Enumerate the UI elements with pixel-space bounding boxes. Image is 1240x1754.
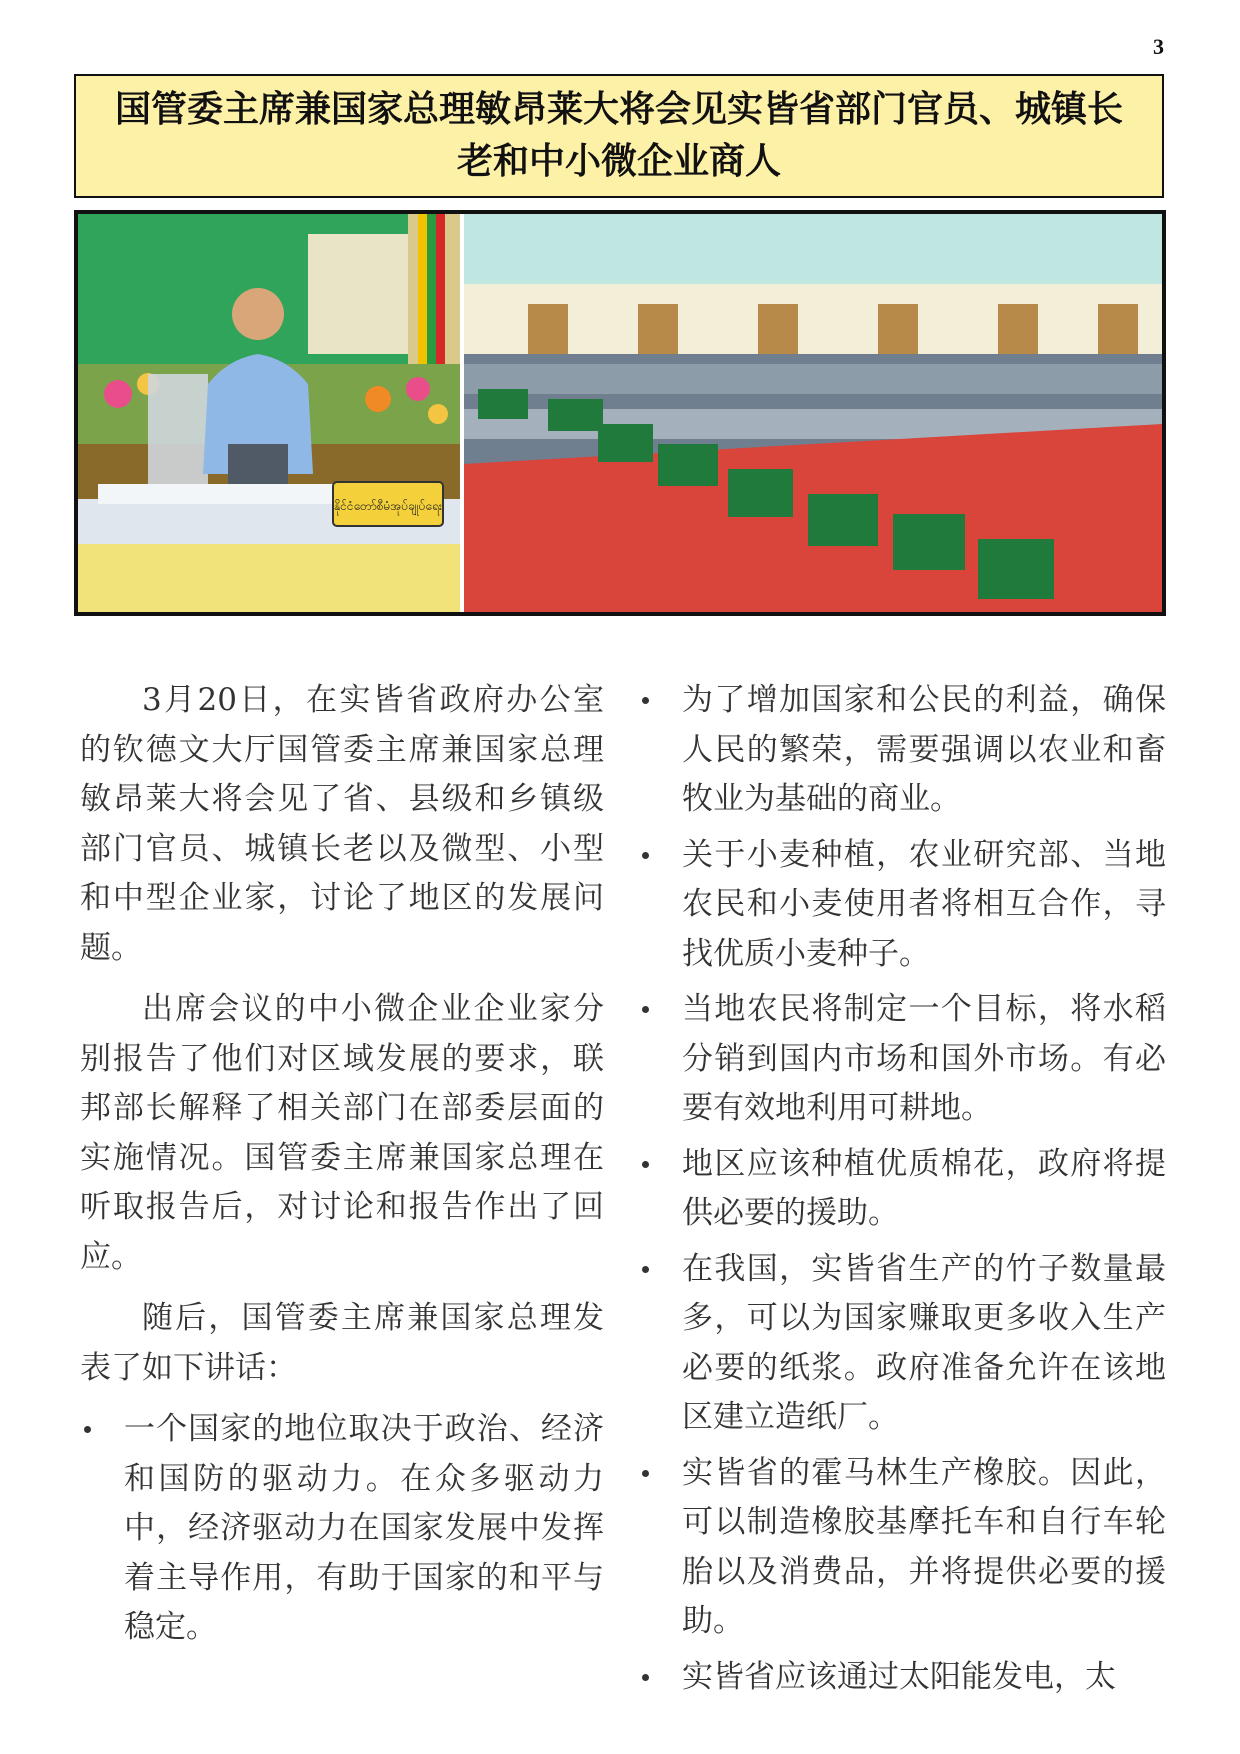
article-column-right	[638, 676, 1166, 1708]
audience-photo	[464, 214, 1162, 612]
speech-point	[80, 1405, 604, 1653]
speech-point	[638, 985, 1166, 1134]
bullet-icon	[642, 852, 649, 859]
article-column-left	[80, 676, 604, 1659]
speech-point-text: 在我国，实皆省生产的竹子数量最多，可以为国家赚取更多收入生产必要的纸浆。政府准备允许在该地区建立造纸厂。	[682, 1250, 1166, 1435]
speech-point-text: 当地农民将制定一个目标，将水稻分销到国内市场和国外市场。有必要有效地利用可耕地。	[682, 991, 1166, 1126]
bullet-icon	[642, 1470, 649, 1477]
speech-point	[638, 1653, 1166, 1703]
speech-points-list	[80, 1405, 604, 1653]
speech-points-list	[638, 676, 1166, 1702]
nameplate-text: နိုင်ငံတော်စီမံအုပ်ချုပ်ရေး	[334, 499, 442, 513]
speech-point	[638, 1449, 1166, 1647]
speech-point-text: 地区应该种植优质棉花，政府将提供必要的援助。	[682, 1145, 1166, 1231]
article-paragraph: 3月20日，在实皆省政府办公室的钦德文大厅国管委主席兼国家总理敏昂莱大将会见了省、县级和乡镇级部门官员、城镇长老以及微型、小型和中型企业家，讨论了地区的发展问题。	[80, 682, 604, 966]
speech-point-text: 实皆省应该通过太阳能发电，太	[682, 1658, 1116, 1695]
speech-point-text: 一个国家的地位取决于政治、经济和国防的驱动力。在众多驱动力中，经济驱动力在国家发展中发挥着主导作用，有助于国家的和平与稳定。	[124, 1411, 604, 1645]
bullet-icon	[642, 1266, 649, 1273]
photo-collage	[74, 210, 1166, 616]
speech-point-text: 关于小麦种植，农业研究部、当地农民和小麦使用者将相互合作，寻找优质小麦种子。	[682, 836, 1166, 972]
bullet-icon	[642, 1674, 649, 1681]
title-box	[74, 74, 1164, 198]
bullet-icon	[642, 697, 649, 704]
bullet-icon	[642, 1161, 649, 1168]
page-number: 3	[1153, 34, 1164, 59]
speech-point	[638, 831, 1166, 980]
article-title: 国管委主席兼国家总理敏昂莱大将会见实皆省部门官员、城镇长老和中小微企业商人	[114, 89, 1123, 182]
bullet-icon	[642, 1006, 649, 1013]
speaker-photo	[78, 214, 460, 612]
speech-point-text: 为了增加国家和公民的利益，确保人民的繁荣，需要强调以农业和畜牧业为基础的商业。	[682, 682, 1166, 817]
article-paragraph: 出席会议的中小微企业企业家分别报告了他们对区域发展的要求，联邦部长解释了相关部门在部委层面的实施情况。国管委主席兼国家总理在听取报告后，对讨论和报告作出了回应。	[80, 991, 604, 1275]
article-paragraph: 随后，国管委主席兼国家总理发表了如下讲话：	[80, 1300, 604, 1386]
speech-point	[638, 1245, 1166, 1443]
speech-point-text: 实皆省的霍马林生产橡胶。因此，可以制造橡胶基摩托车和自行车轮胎以及消费品，并将提供必要的援助。	[682, 1454, 1166, 1639]
bullet-icon	[84, 1426, 91, 1433]
speech-point	[638, 1140, 1166, 1239]
speech-point	[638, 676, 1166, 825]
